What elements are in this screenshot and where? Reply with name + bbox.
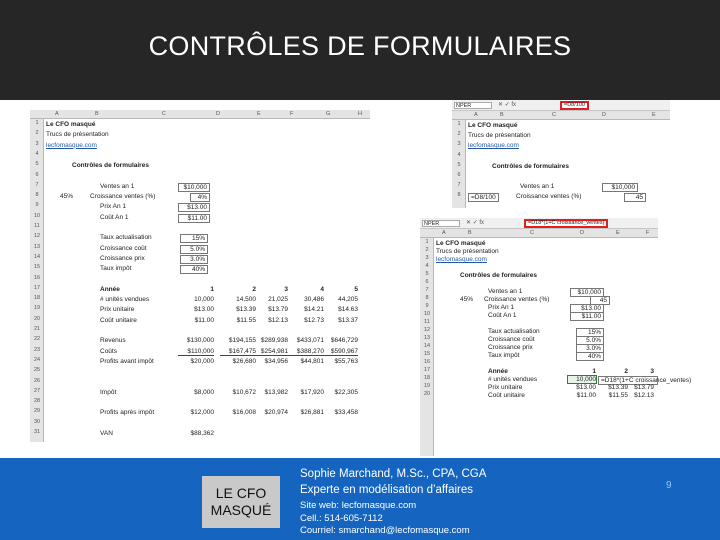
value-cell[interactable]: $289,938 — [260, 337, 288, 345]
row-number[interactable]: 10 — [423, 311, 431, 317]
label-cell[interactable]: Coûts — [100, 347, 117, 355]
sheet-row — [452, 121, 670, 132]
sheet-row — [30, 182, 370, 193]
row-number[interactable]: 7 — [425, 287, 429, 293]
input-cell[interactable]: 5.0% — [576, 336, 604, 345]
row-number[interactable]: 18 — [33, 295, 41, 302]
input-cell[interactable]: $11.00 — [570, 312, 604, 321]
value-cell[interactable]: $17,920 — [300, 388, 324, 396]
label-cell[interactable]: Croissance ventes (%) — [516, 193, 582, 201]
sheet-row — [30, 244, 370, 255]
value-cell[interactable]: $590,967 — [322, 348, 358, 356]
label-cell[interactable]: Croissance coût — [100, 244, 147, 252]
column-header[interactable]: E — [257, 111, 261, 117]
sheet-row — [30, 326, 370, 337]
row-number[interactable]: 14 — [423, 343, 431, 349]
contact-block — [300, 500, 470, 538]
row-number[interactable]: 31 — [33, 429, 41, 435]
value-cell[interactable]: $13.39 — [608, 384, 628, 391]
column-header[interactable]: H — [358, 111, 362, 117]
value-cell[interactable]: $11.00 — [194, 316, 214, 324]
input-cell[interactable]: 45 — [590, 296, 610, 305]
sheet-row — [452, 182, 670, 193]
label-cell[interactable]: Taux impôt — [488, 352, 520, 359]
input-cell[interactable]: $10,000 — [178, 183, 210, 192]
label-cell[interactable]: Croissance prix — [100, 254, 145, 262]
row-number[interactable]: 12 — [33, 233, 41, 240]
row-number[interactable]: 1 — [457, 121, 461, 127]
value-cell[interactable]: 3 — [650, 368, 654, 375]
value-cell[interactable]: $13.39 — [236, 306, 256, 314]
sheet-row — [30, 223, 370, 234]
logo-line2: MASQUÉ — [210, 502, 272, 518]
label-cell[interactable]: Année — [488, 368, 508, 375]
author-block — [300, 466, 486, 498]
sheet-row — [30, 202, 370, 213]
value-cell[interactable]: $8,000 — [194, 388, 214, 396]
spreadsheet-main — [30, 110, 370, 442]
label-cell[interactable]: Croissance coût — [488, 336, 535, 343]
sheet-row — [30, 429, 370, 440]
section-title[interactable]: Contrôles de formulaires — [492, 162, 569, 170]
value-cell[interactable]: $26,680 — [232, 357, 256, 365]
row-number[interactable]: 7 — [457, 182, 461, 189]
row-number[interactable]: 1 — [35, 120, 39, 126]
row-number[interactable]: 13 — [423, 335, 431, 341]
label-cell[interactable]: Coût unitaire — [488, 392, 525, 399]
sheet-row — [452, 162, 670, 173]
sheet-row — [30, 295, 370, 306]
column-header-bar — [30, 110, 370, 119]
value-cell[interactable]: $12.73 — [304, 316, 324, 324]
input-cell[interactable]: 4% — [190, 193, 210, 202]
sheet-row — [30, 275, 370, 286]
sheet-row — [452, 141, 670, 152]
sheet-row — [452, 192, 670, 203]
row-number[interactable]: 2 — [35, 130, 39, 137]
input-cell[interactable]: 5.0% — [180, 245, 208, 254]
row-number[interactable]: 13 — [33, 243, 41, 250]
row-number[interactable]: 17 — [423, 367, 431, 373]
label-cell[interactable]: Impôt — [100, 388, 117, 396]
row-number[interactable]: 10 — [33, 212, 41, 219]
value-cell[interactable]: $11.00 — [576, 392, 596, 399]
value-cell[interactable]: 44,205 — [338, 296, 358, 304]
row-number[interactable]: 2 — [457, 131, 461, 138]
spreadsheet-zoom-formula — [452, 100, 670, 208]
column-header[interactable]: A — [474, 112, 478, 118]
row-number[interactable]: 1 — [425, 239, 429, 245]
formula-bar — [420, 218, 658, 229]
input-cell[interactable]: $13.00 — [178, 203, 210, 212]
row-number[interactable]: 30 — [33, 418, 41, 425]
row-number[interactable]: 11 — [424, 319, 430, 325]
row-number[interactable]: 29 — [33, 408, 41, 415]
contact-email: Courriel: smarchand@lecfomasque.com — [300, 525, 470, 536]
label-cell[interactable]: Prix An 1 — [100, 203, 127, 211]
label-cell[interactable]: Profits avant impôt — [100, 357, 154, 365]
input-cell[interactable]: $10,000 — [602, 183, 638, 192]
value-cell[interactable]: $13.37 — [338, 316, 358, 324]
label-cell[interactable]: Croissance ventes (%) — [484, 296, 550, 303]
label-cell[interactable]: Prix unitaire — [100, 306, 135, 314]
value-cell[interactable]: $14.21 — [304, 306, 324, 314]
row-number[interactable]: 6 — [457, 172, 461, 178]
section-title[interactable]: Contrôles de formulaires — [72, 162, 149, 170]
row-number[interactable]: 9 — [425, 303, 429, 309]
label-cell[interactable]: Taux actualisation — [488, 328, 540, 335]
label-cell[interactable]: VAN — [100, 430, 113, 437]
row-number[interactable]: 3 — [35, 140, 39, 147]
company-name[interactable]: Le CFO masqué — [436, 240, 486, 247]
label-cell[interactable]: Prix unitaire — [488, 384, 523, 391]
value-cell[interactable]: $10,672 — [232, 388, 256, 396]
value-cell[interactable]: $254,981 — [252, 348, 288, 356]
formula-input[interactable]: =D8/100 — [560, 101, 589, 110]
column-header[interactable]: B — [95, 111, 99, 117]
value-cell[interactable]: $433,071 — [296, 337, 324, 345]
sheet-row — [30, 388, 370, 399]
sheet-row — [30, 367, 370, 378]
value-cell[interactable]: $22,305 — [334, 388, 358, 396]
input-cell[interactable]: $11.00 — [178, 214, 210, 223]
value-cell[interactable]: $12.13 — [634, 392, 654, 399]
sheet-row — [30, 419, 370, 430]
row-number[interactable]: 12 — [423, 327, 431, 333]
value-cell[interactable]: $33,458 — [334, 409, 358, 417]
row-number[interactable]: 5 — [425, 271, 429, 277]
formula-cell[interactable]: =D18*(1+C croissance_ventes) — [598, 376, 658, 385]
row-number[interactable]: 20 — [33, 315, 41, 322]
scrollbar-value[interactable]: 45% — [460, 296, 474, 303]
row-number[interactable]: 3 — [425, 255, 429, 261]
label-cell[interactable]: Coût An 1 — [100, 213, 129, 221]
input-cell[interactable]: 3.0% — [180, 255, 208, 264]
tagline[interactable]: Trucs de présentation — [468, 132, 531, 140]
sheet-row — [30, 213, 370, 224]
row-number[interactable]: 25 — [33, 367, 41, 374]
contact-cell: Cell.: 514-605-7112 — [300, 512, 383, 524]
label-cell[interactable]: # unités vendues — [488, 376, 538, 383]
label-cell[interactable]: Croissance ventes (%) — [90, 193, 156, 201]
label-cell[interactable]: Prix An 1 — [488, 304, 515, 311]
label-cell[interactable]: Taux actualisation — [100, 234, 152, 242]
column-header-bar — [420, 229, 658, 238]
sheet-row — [30, 285, 370, 296]
row-number[interactable]: 8 — [457, 192, 461, 199]
column-header[interactable]: B — [468, 230, 472, 236]
row-number[interactable]: 4 — [425, 263, 429, 269]
row-number[interactable]: 7 — [35, 181, 39, 188]
formula-input[interactable]: =D18*(1+C croissance_ventes) — [524, 219, 608, 228]
input-cell[interactable]: 15% — [576, 328, 604, 337]
label-cell[interactable]: Profits après impôt — [100, 409, 155, 417]
column-header[interactable]: F — [646, 230, 650, 236]
logo-line1: LE CFO — [215, 485, 267, 501]
value-cell[interactable]: 2 — [624, 368, 628, 375]
value-cell[interactable]: $14.63 — [338, 306, 358, 314]
label-cell[interactable]: Année — [100, 285, 120, 293]
sheet-row — [30, 161, 370, 172]
sheet-row — [452, 131, 670, 142]
row-number[interactable]: 15 — [33, 264, 41, 271]
sheet-row — [30, 305, 370, 316]
author-title: Experte en modélisation d’affaires — [300, 484, 474, 496]
column-header-bar — [452, 111, 670, 120]
column-header[interactable]: C — [552, 112, 556, 118]
value-cell[interactable]: $13.00 — [194, 306, 214, 314]
value-cell[interactable]: 21,025 — [268, 296, 288, 304]
site-link[interactable]: lecfomasque.com — [46, 141, 97, 149]
spreadsheet-zoom-model — [420, 218, 692, 456]
column-header[interactable]: C — [530, 230, 534, 236]
contact-site: Site web: lecfomasque.com — [300, 500, 417, 511]
row-number[interactable]: 16 — [423, 359, 431, 365]
value-cell[interactable]: 30,486 — [304, 296, 324, 304]
row-number[interactable]: 19 — [423, 383, 431, 389]
row-number[interactable]: 14 — [33, 253, 41, 260]
input-cell[interactable]: 40% — [180, 265, 208, 274]
row-number[interactable]: 9 — [35, 202, 39, 209]
input-cell[interactable]: $10,000 — [570, 288, 604, 297]
value-cell[interactable]: $194,155 — [228, 337, 256, 345]
company-name[interactable]: Le CFO masqué — [46, 121, 96, 128]
sheet-row — [30, 192, 370, 203]
column-header[interactable]: E — [652, 112, 656, 118]
sheet-row — [30, 233, 370, 244]
value-cell[interactable]: $26,881 — [300, 409, 324, 417]
value-cell[interactable]: $55,763 — [334, 357, 358, 365]
row-number[interactable]: 19 — [33, 305, 41, 312]
fx-icon[interactable]: ✕ ✓ fx — [466, 220, 485, 226]
value-cell[interactable]: 3 — [284, 285, 288, 293]
label-cell[interactable]: Ventes an 1 — [520, 183, 555, 191]
site-link[interactable]: lecfomasque.com — [436, 256, 487, 263]
input-cell[interactable]: $13.00 — [570, 304, 604, 313]
tagline[interactable]: Trucs de présentation — [46, 131, 109, 139]
sheet-row — [452, 172, 670, 183]
column-header[interactable]: C — [162, 111, 166, 117]
row-number[interactable]: 8 — [425, 295, 429, 301]
label-cell[interactable]: Ventes an 1 — [100, 182, 135, 190]
name-box[interactable]: NPER — [454, 102, 492, 109]
value-cell[interactable]: $16,008 — [232, 409, 256, 417]
page-number: 9 — [666, 480, 672, 491]
name-box[interactable]: NPER — [422, 220, 460, 227]
row-number[interactable]: 15 — [423, 351, 431, 357]
row-number[interactable]: 28 — [33, 398, 41, 405]
row-number[interactable]: 16 — [33, 274, 41, 281]
sheet-row — [30, 254, 370, 265]
row-number[interactable]: 11 — [34, 223, 40, 229]
value-cell[interactable]: $20,974 — [264, 409, 288, 417]
value-cell[interactable]: 1 — [592, 368, 596, 375]
row-number[interactable]: 20 — [423, 391, 431, 397]
row-number[interactable]: 4 — [457, 151, 461, 158]
value-cell[interactable]: 2 — [252, 285, 256, 293]
tagline[interactable]: Trucs de présentation — [436, 248, 499, 255]
scrollbar-value[interactable]: 45% — [60, 193, 74, 201]
value-cell[interactable]: 10,000 — [568, 376, 596, 383]
sheet-row — [30, 357, 370, 368]
sheet-row — [30, 398, 370, 409]
row-number[interactable]: 22 — [33, 336, 41, 343]
section-title[interactable]: Contrôles de formulaires — [460, 272, 537, 279]
label-cell[interactable]: Ventes an 1 — [488, 288, 523, 295]
value-cell[interactable]: $646,729 — [330, 337, 358, 345]
input-cell[interactable]: 40% — [576, 352, 604, 361]
column-header[interactable]: D — [602, 112, 606, 118]
row-number[interactable]: 4 — [35, 150, 39, 157]
column-header[interactable]: F — [290, 111, 294, 117]
row-number[interactable]: 5 — [35, 161, 39, 168]
row-number[interactable]: 24 — [33, 356, 41, 363]
row-number[interactable]: 27 — [33, 387, 41, 394]
formula-cell[interactable]: =D8/100 — [468, 193, 499, 202]
column-header[interactable]: G — [326, 111, 331, 117]
value-cell[interactable]: 10,000 — [194, 296, 214, 304]
input-cell[interactable]: 15% — [180, 234, 208, 243]
column-header[interactable]: B — [500, 112, 504, 118]
value-cell[interactable]: $13.00 — [576, 384, 596, 391]
column-header[interactable]: E — [616, 230, 620, 236]
value-cell[interactable]: $12.13 — [268, 316, 288, 324]
column-header[interactable]: D — [216, 111, 220, 117]
label-cell[interactable]: Coût unitaire — [100, 316, 137, 324]
sheet-row — [30, 336, 370, 347]
value-cell[interactable]: $13.79 — [634, 384, 654, 391]
value-cell[interactable]: 5 — [354, 285, 358, 293]
formula-bar — [452, 100, 670, 111]
fx-icon[interactable]: ✕ ✓ fx — [498, 102, 517, 108]
row-number[interactable]: 18 — [423, 375, 431, 381]
row-number[interactable]: 3 — [457, 141, 461, 148]
value-cell[interactable]: $12,000 — [190, 409, 214, 417]
label-cell[interactable]: Revenus — [100, 337, 126, 345]
site-link[interactable]: lecfomasque.com — [468, 142, 519, 150]
logo — [202, 476, 280, 528]
value-cell[interactable]: $388,270 — [288, 348, 324, 356]
sheet-row — [452, 152, 670, 163]
value-cell[interactable]: $110,000 — [178, 348, 214, 356]
input-cell[interactable]: 3.0% — [576, 344, 604, 353]
sheet-row — [420, 391, 658, 402]
value-cell[interactable]: $13.79 — [268, 306, 288, 314]
author-name: Sophie Marchand, M.Sc., CPA, CGA — [300, 468, 487, 480]
value-cell[interactable]: $130,000 — [186, 337, 214, 345]
value-cell[interactable]: 14,500 — [236, 296, 256, 304]
value-cell[interactable]: $34,956 — [264, 357, 288, 365]
value-cell[interactable]: $44,801 — [300, 357, 324, 365]
sheet-row — [30, 347, 370, 358]
sheet-row — [30, 172, 370, 183]
label-cell[interactable]: Croissance prix — [488, 344, 533, 351]
sheet-row — [30, 408, 370, 419]
value-cell[interactable]: $13,982 — [264, 388, 288, 396]
column-header[interactable]: A — [55, 111, 59, 117]
label-cell[interactable]: Taux impôt — [100, 265, 132, 273]
value-cell[interactable]: 4 — [320, 285, 324, 293]
sheet-row — [30, 130, 370, 141]
input-cell[interactable]: 45 — [624, 193, 646, 202]
value-cell[interactable]: $20,000 — [190, 357, 214, 365]
label-cell[interactable]: Coût An 1 — [488, 312, 517, 319]
row-number[interactable]: 26 — [33, 377, 41, 384]
company-name[interactable]: Le CFO masqué — [468, 122, 518, 129]
value-cell[interactable]: $11.55 — [608, 392, 628, 399]
row-number[interactable]: 17 — [33, 284, 41, 291]
value-cell[interactable]: $88,362 — [190, 430, 214, 437]
slide-title: CONTRÔLES DE FORMULAIRES — [148, 30, 572, 61]
title-bar — [0, 0, 720, 100]
value-cell[interactable]: $167,475 — [220, 348, 256, 356]
row-number[interactable]: 2 — [425, 247, 429, 253]
value-cell[interactable]: $11.55 — [236, 316, 256, 324]
row-number[interactable]: 23 — [33, 346, 41, 353]
row-number[interactable]: 6 — [425, 279, 429, 285]
sheet-row — [30, 141, 370, 152]
sheet-row — [30, 316, 370, 327]
sheet-row — [30, 120, 370, 131]
sheet-row — [30, 378, 370, 389]
sheet-row — [30, 264, 370, 275]
row-number[interactable]: 6 — [35, 171, 39, 178]
sheet-row — [30, 151, 370, 162]
column-header[interactable]: A — [442, 230, 446, 236]
label-cell[interactable]: # unités vendues — [100, 296, 150, 304]
value-cell[interactable]: 1 — [210, 285, 214, 293]
row-number[interactable]: 8 — [35, 192, 39, 199]
column-header[interactable]: D — [580, 230, 584, 236]
row-number[interactable]: 5 — [457, 161, 461, 168]
row-number[interactable]: 21 — [33, 326, 41, 332]
